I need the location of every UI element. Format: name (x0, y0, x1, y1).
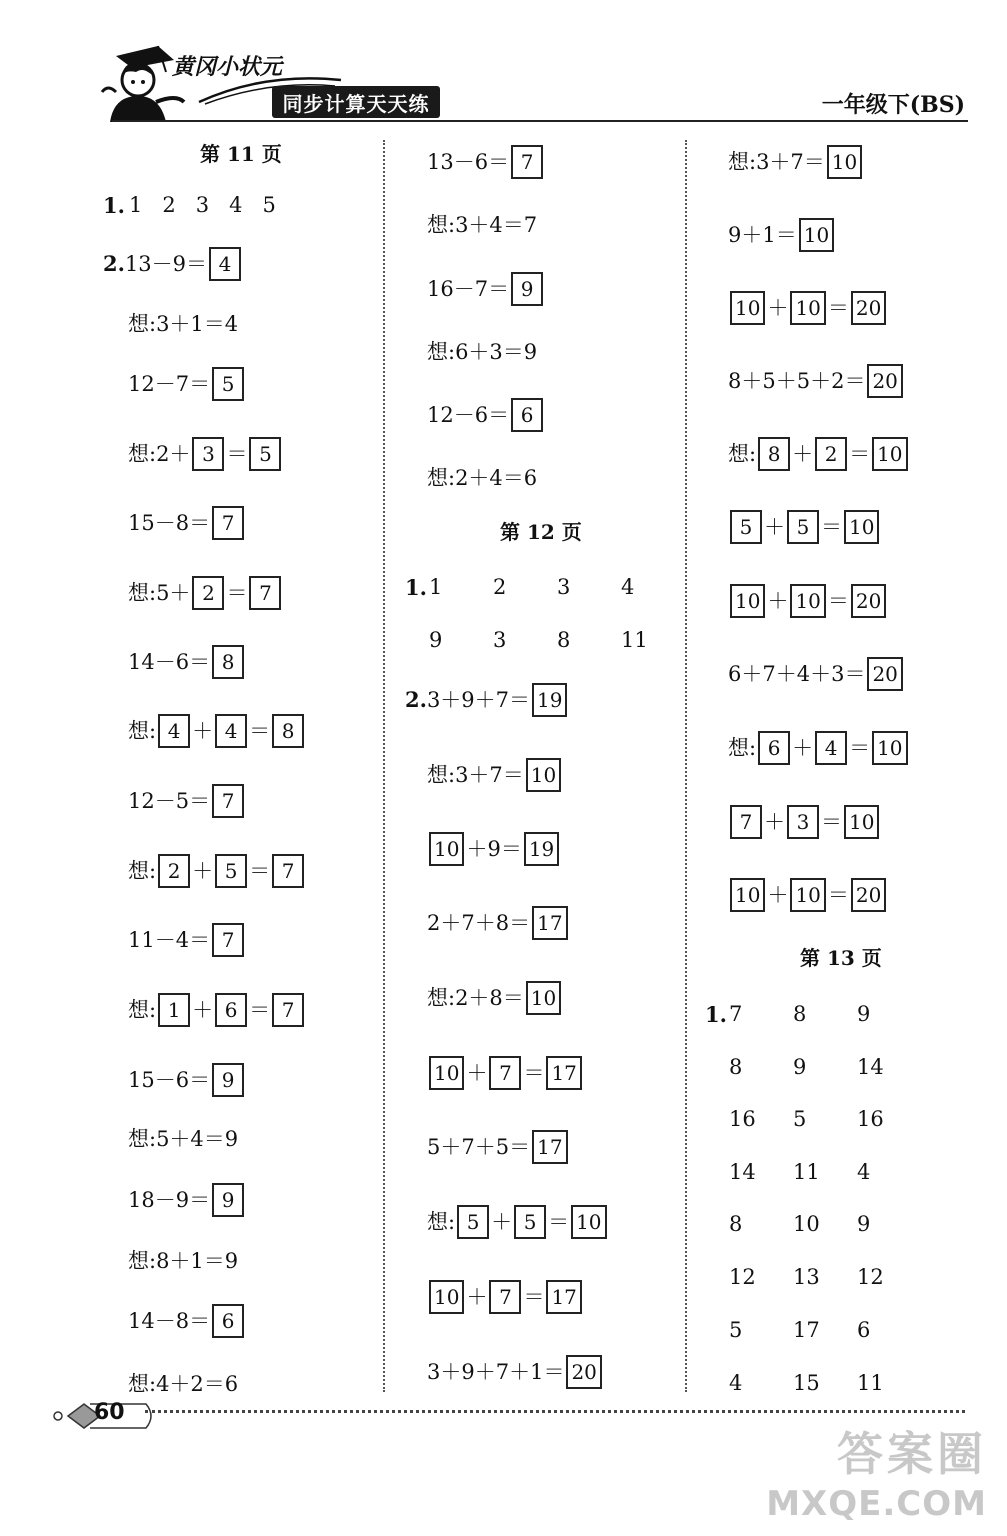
list-item: 10 ＋ 7 ＝ 17 (427, 1053, 584, 1093)
list-item: 想:3＋7＝ 10 (427, 755, 563, 795)
answer: 16 (729, 1107, 756, 1131)
list-item: 想:5＋ 2 ＝ 7 (128, 573, 283, 613)
list-item: 11－4＝ 7 (128, 920, 246, 960)
list-item: 想: 2 ＋ 5 ＝ 7 (128, 851, 306, 891)
answer-box: 10 (429, 832, 464, 866)
answer: 14 (857, 1055, 884, 1079)
question-number: 1. (405, 575, 427, 600)
answer-box: 10 (730, 584, 765, 618)
watermark-text: 答案圈 (837, 1427, 987, 1481)
answer-box: 19 (532, 683, 567, 717)
answer: 9 (793, 1055, 807, 1079)
answer-box: 8 (212, 645, 244, 679)
answer-box: 6 (511, 398, 543, 432)
answer-box: 6 (215, 993, 247, 1027)
list-item: 6＋7＋4＋3＝ 20 (728, 654, 905, 694)
answer-box: 10 (872, 437, 907, 471)
list-item: 9＋1＝ 10 (728, 215, 836, 255)
answer: 8 (793, 1002, 807, 1026)
col2-q1-row1 (405, 575, 685, 600)
answer-box: 20 (867, 657, 902, 691)
answer: 2 (493, 575, 507, 599)
answer: 5 (262, 193, 276, 217)
list-item: 想: 1 ＋ 6 ＝ 7 (128, 990, 306, 1030)
answer-box: 10 (827, 145, 862, 179)
answer-box: 7 (730, 805, 762, 839)
list-item: 想: 6 ＋ 4 ＝ 10 (728, 728, 910, 768)
answer-box: 5 (249, 437, 281, 471)
col2-q1-row2 (429, 628, 685, 652)
answer-box: 19 (524, 832, 559, 866)
answer: 17 (793, 1318, 820, 1342)
list-item: 7 ＋ 3 ＝ 10 (728, 802, 881, 842)
answer-box: 20 (851, 878, 886, 912)
answer-box: 7 (249, 576, 281, 610)
header-rule (112, 120, 968, 122)
list-item: 15－6＝ 9 (128, 1060, 246, 1100)
answer-box: 10 (571, 1205, 606, 1239)
answer-box: 5 (514, 1205, 546, 1239)
col3-q1-row (729, 1055, 921, 1079)
list-item: 想: 4 ＋ 4 ＝ 8 (128, 711, 306, 751)
answer-box: 1 (158, 993, 190, 1027)
question-number: 2. (103, 251, 125, 276)
col3-q1-row (729, 1318, 921, 1342)
answer-box: 5 (730, 510, 762, 544)
list-item: 12－7＝ 5 (128, 364, 246, 404)
answer: 8 (557, 628, 571, 652)
series-banner: 同步计算天天练 (272, 86, 440, 118)
answer-box: 17 (532, 1130, 567, 1164)
answer: 3 (195, 193, 210, 217)
answer-box: 7 (272, 854, 304, 888)
list-item: 14－6＝ 8 (128, 642, 246, 682)
answer-box: 2 (815, 437, 847, 471)
answer: 8 (729, 1055, 743, 1079)
list-item: 想: 5 ＋ 5 ＝ 10 (427, 1202, 609, 1242)
answer-box: 9 (212, 1063, 244, 1097)
answer: 3 (493, 628, 507, 652)
answer-box: 9 (212, 1183, 244, 1217)
answer-box: 10 (844, 805, 879, 839)
list-item: 2＋7＋8＝ 17 (427, 903, 570, 943)
list-item: 想:3＋7＝ 10 (728, 142, 864, 182)
answer: 11 (793, 1160, 820, 1184)
answer-box: 20 (851, 584, 886, 618)
col3-q1-row (729, 1212, 921, 1236)
col3-q1-row (705, 1002, 921, 1027)
list-item: 10 ＋ 7 ＝ 17 (427, 1277, 584, 1317)
answer: 16 (857, 1107, 884, 1131)
watermark (766, 1418, 987, 1524)
answer-box: 20 (851, 291, 886, 325)
answer: 5 (729, 1318, 743, 1342)
answer-box: 10 (844, 510, 879, 544)
question-number: 1. (103, 193, 125, 218)
answer: 7 (729, 1002, 743, 1026)
answer-box: 7 (272, 993, 304, 1027)
answer: 2 (162, 193, 176, 217)
answer-box: 10 (790, 878, 825, 912)
answer: 11 (621, 628, 648, 652)
list-item: 8＋5＋5＋2＝ 20 (728, 361, 905, 401)
answer: 5 (793, 1107, 807, 1131)
question-number: 1. (705, 1002, 727, 1027)
list-item: 15－8＝ 7 (128, 503, 246, 543)
list-item: 想: 8 ＋ 2 ＝ 10 (728, 434, 910, 474)
list-item: 12－6＝ 6 (427, 395, 545, 435)
answer-box: 10 (429, 1280, 464, 1314)
list-item: 3＋9＋7＋1＝ 20 (427, 1352, 604, 1392)
answer-box: 10 (790, 584, 825, 618)
column-divider-1 (383, 140, 385, 1392)
page-number: 60 (94, 1400, 125, 1425)
answer-box: 7 (489, 1280, 521, 1314)
answer: 4 (229, 193, 243, 217)
answer: 14 (729, 1160, 756, 1184)
column-divider-2 (685, 140, 687, 1392)
brand-name: 黄冈小状元 (172, 55, 283, 80)
answer-box: 2 (192, 576, 224, 610)
list-item: 18－9＝ 9 (128, 1180, 246, 1220)
list-item: 想:3＋4＝7 (427, 213, 538, 237)
col3-q1-row (729, 1107, 921, 1131)
answer: 10 (793, 1212, 820, 1236)
col3-q1-row (729, 1160, 921, 1184)
answer-box: 7 (212, 506, 244, 540)
answer-box: 10 (730, 878, 765, 912)
answer-box: 6 (758, 731, 790, 765)
answer-box: 4 (215, 714, 247, 748)
answer-box: 5 (212, 367, 244, 401)
answer: 8 (729, 1212, 743, 1236)
list-item: 想:2＋ 3 ＝ 5 (128, 434, 283, 474)
answer-box: 2 (158, 854, 190, 888)
list-item: 16－7＝ 9 (427, 269, 545, 309)
page-12-heading: 第 12 页 (500, 520, 582, 544)
list-item: 5 ＋ 5 ＝ 10 (728, 507, 881, 547)
list-item: 14－8＝ 6 (128, 1301, 246, 1341)
answer: 15 (793, 1371, 820, 1395)
list-item: 10 ＋ 10 ＝ 20 (728, 581, 888, 621)
answer-box: 10 (872, 731, 907, 765)
col1-q1-answers (103, 193, 276, 218)
answer: 12 (857, 1265, 884, 1289)
answer-box: 10 (526, 981, 561, 1015)
list-item: 13－6＝ 7 (427, 142, 545, 182)
answer: 1 (429, 575, 443, 599)
answer-box: 4 (815, 731, 847, 765)
grade-label: 一年级下(BS) (821, 92, 965, 118)
col3-q1-row (729, 1371, 921, 1395)
answer: 9 (857, 1002, 871, 1026)
answer-box: 6 (212, 1304, 244, 1338)
footer-dotted-rule (145, 1410, 965, 1413)
answer-box: 3 (787, 805, 819, 839)
answer-box: 7 (212, 923, 244, 957)
list-item: 想:8＋1＝9 (128, 1249, 239, 1273)
list-item: 10 ＋ 10 ＝ 20 (728, 288, 888, 328)
answer-box: 20 (867, 364, 902, 398)
question-number: 2. (405, 687, 427, 712)
list-item: 10 ＋9＝ 19 (427, 829, 561, 869)
answer-box: 5 (787, 510, 819, 544)
answer: 4 (729, 1371, 743, 1395)
answer-box: 7 (212, 784, 244, 818)
answer-box: 20 (566, 1355, 601, 1389)
list-item: 10 ＋ 10 ＝ 20 (728, 875, 888, 915)
list-item: 2. 3＋9＋7＝ 19 (405, 680, 569, 720)
answer: 12 (729, 1265, 756, 1289)
answer-box: 5 (215, 854, 247, 888)
list-item: 想:3＋1＝4 (128, 312, 239, 336)
page-11-heading: 第 11 页 (200, 142, 282, 166)
answer-box: 17 (546, 1056, 581, 1090)
answer-box: 10 (429, 1056, 464, 1090)
answer-box: 4 (209, 247, 241, 281)
list-item: 想:5＋4＝9 (128, 1127, 239, 1151)
list-item: 想:2＋4＝6 (427, 466, 538, 490)
answer-box: 10 (526, 758, 561, 792)
list-item: 想:4＋2＝6 (128, 1372, 239, 1396)
answer: 4 (857, 1160, 871, 1184)
list-item: 5＋7＋5＝ 17 (427, 1127, 570, 1167)
answer-box: 4 (158, 714, 190, 748)
answer-box: 10 (730, 291, 765, 325)
answer-box: 17 (532, 906, 567, 940)
list-item: 12－5＝ 7 (128, 781, 246, 821)
answer-box: 5 (457, 1205, 489, 1239)
page-13-heading: 第 13 页 (800, 946, 882, 970)
answer: 3 (557, 575, 571, 599)
answer: 9 (429, 628, 443, 652)
page-header (0, 0, 1007, 130)
col3-q1-row (729, 1265, 921, 1289)
answer: 6 (857, 1318, 871, 1342)
answer: 9 (857, 1212, 871, 1236)
answer-box: 7 (489, 1056, 521, 1090)
answer-box: 17 (546, 1280, 581, 1314)
answer-box: 10 (790, 291, 825, 325)
answer-box: 8 (758, 437, 790, 471)
list-item: 想:2＋8＝ 10 (427, 978, 563, 1018)
answer-box: 10 (799, 218, 834, 252)
answer-box: 7 (511, 145, 543, 179)
answer: 4 (621, 575, 635, 599)
answer-box: 3 (192, 437, 224, 471)
answer: 1 (128, 193, 143, 217)
watermark-url: MXQE.COM (766, 1484, 987, 1524)
answer-box: 9 (511, 272, 543, 306)
answer: 13 (793, 1265, 820, 1289)
list-item: 想:6＋3＝9 (427, 340, 538, 364)
answer-box: 8 (272, 714, 304, 748)
answer: 11 (857, 1371, 884, 1395)
list-item: 2. 13－9＝ 4 (103, 244, 243, 284)
